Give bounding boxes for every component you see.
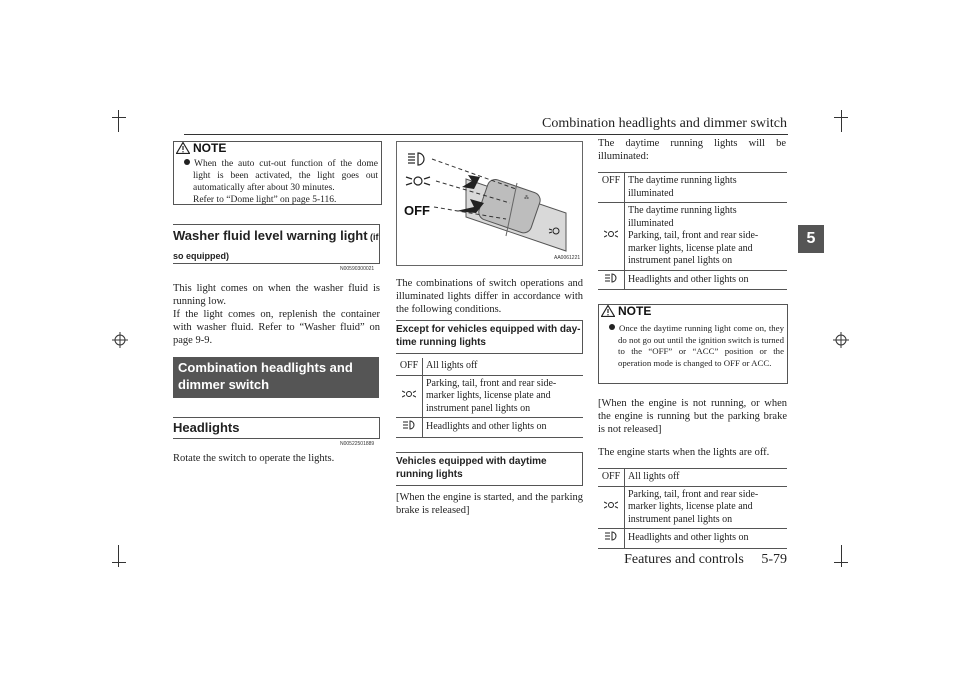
combinations-intro: The combinations of switch operations and illuminated lights differ in accordance with the following conditions. [396, 278, 583, 315]
table-row [598, 529, 787, 549]
lights-table-1 [396, 358, 583, 438]
headlight-icon [604, 531, 618, 541]
note-text: When the auto cut-out function of the dome light is been activated, the light goes out automatically after about 30 minutes. [193, 159, 378, 193]
table-row [598, 203, 787, 271]
note-label: NOTE [193, 141, 227, 155]
bullet-icon [609, 324, 615, 330]
washer-heading [173, 224, 380, 264]
row-desc: All lights off [423, 358, 584, 375]
crop-mark [841, 545, 842, 567]
table-row [396, 418, 583, 438]
note-label: NOTE [618, 304, 652, 318]
table-row [598, 486, 787, 529]
washer-para-1: This light comes on when the washer fluid is running low. [173, 283, 380, 307]
bullet-icon [184, 159, 190, 165]
note-text: Once the daytime running light come on, they do not go out until the ignition switch is turned to the “OFF” or “ACC” position or the operation mode is changed to OFF or ACC. [618, 323, 784, 368]
headlights-heading: Headlights [173, 417, 380, 439]
box1-title: Except for vehicles equipped with day-time running lights [396, 320, 583, 354]
note-box [173, 141, 382, 205]
row-desc: Parking, tail, front and rear side-marker lights, license plate and instrument panel lights on [423, 375, 584, 418]
table-row [396, 375, 583, 418]
table-row [396, 358, 583, 375]
washer-heading-text: Washer fluid level warning light [173, 228, 368, 243]
figure-code: AA0061221 [554, 255, 581, 261]
crop-mark [118, 110, 119, 132]
page-header-title: Combination headlights and dimmer switch [542, 116, 787, 131]
crop-mark [112, 562, 126, 563]
doc-code: N00590300021 [340, 266, 375, 272]
note-ref: Refer to “Dome light” on page 5-116. [193, 195, 337, 205]
box2-title: Vehicles equipped with daytime running lights [396, 452, 583, 486]
page-footer: Features and controls 5-79 [624, 552, 787, 567]
headlights-para: Rotate the switch to operate the lights. [173, 453, 335, 464]
row-desc: The daytime running lights illuminated Parking, tail, front and rear side-marker lights, license plate and instrument panel lights on [625, 203, 788, 271]
table-row [598, 270, 787, 290]
crop-mark [118, 545, 119, 567]
condition-2: [When the engine is not running, or when the engine is running but the parking brake is not released] [598, 398, 787, 435]
parking-light-icon [604, 229, 618, 239]
row-desc: Headlights and other lights on [423, 418, 584, 438]
crop-mark [112, 117, 126, 118]
headlight-icon [402, 420, 416, 430]
row-desc: All lights off [625, 469, 788, 487]
svg-text:⁂: ⁂ [524, 195, 529, 201]
crop-mark [841, 110, 842, 132]
switch-off: OFF [396, 358, 423, 375]
switch-off: OFF [598, 173, 625, 203]
switch-off: OFF [598, 469, 625, 487]
washer-heading-small: (if so equipped) [173, 232, 379, 261]
warning-triangle-icon [176, 142, 190, 154]
row-desc: Headlights and other lights on [625, 529, 788, 549]
note-box [598, 304, 788, 384]
registration-mark-right [833, 332, 849, 348]
lights-table-3 [598, 468, 787, 549]
note-body [174, 156, 381, 194]
note-body [599, 319, 787, 369]
note-header [174, 142, 381, 156]
parking-light-icon [402, 389, 416, 399]
header-rule [184, 134, 788, 135]
off-label: OFF [404, 203, 430, 218]
section-title: Combination headlights and dimmer switch [173, 357, 379, 398]
parking-light-icon [604, 500, 618, 510]
doc-code: N00522501889 [340, 441, 375, 447]
condition-2-sub: The engine starts when the lights are off. [598, 447, 770, 458]
headlight-switch-figure [396, 141, 583, 266]
note-header [599, 305, 787, 319]
registration-mark-left [112, 332, 128, 348]
condition-1: [When the engine is started, and the parking brake is released] [396, 492, 583, 516]
drl-intro: The daytime running lights will be illuminated: [598, 138, 786, 162]
row-desc: Parking, tail, front and rear side-marker lights, license plate and instrument panel lights on [625, 486, 788, 529]
table-row [598, 469, 787, 487]
row-desc: Headlights and other lights on [625, 270, 788, 290]
row-desc: The daytime running lights illuminated [625, 173, 788, 203]
headlight-icon [604, 273, 618, 283]
warning-triangle-icon [601, 305, 615, 317]
lights-table-2 [598, 172, 787, 290]
washer-para-2: If the light comes on, replenish the container with washer fluid. Refer to “Washer fluid” on page 9-9. [173, 309, 380, 346]
chapter-tab: 5 [798, 225, 824, 253]
table-row [598, 173, 787, 203]
